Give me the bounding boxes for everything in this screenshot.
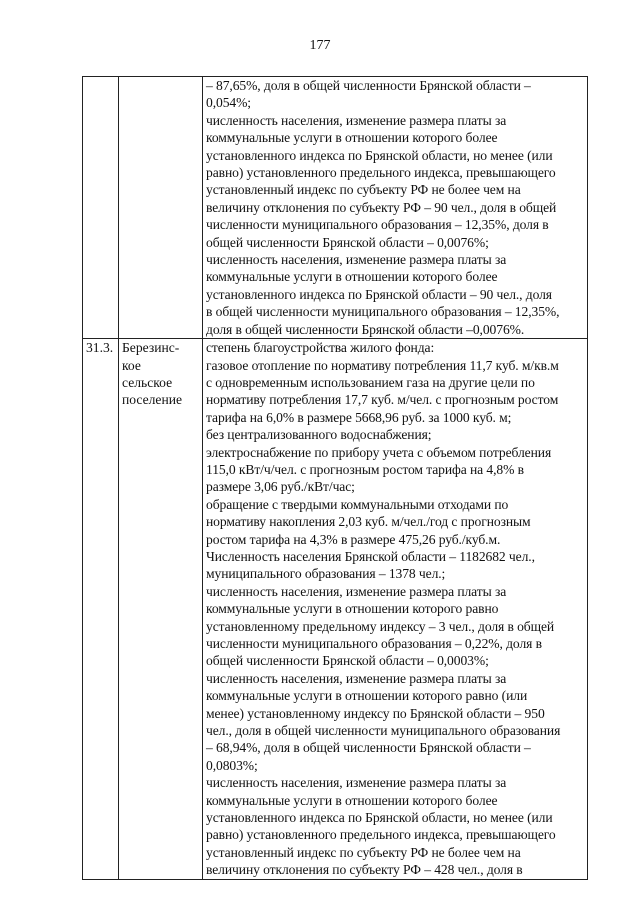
text-line: в общей численности муниципального образования – 12,35%, bbox=[206, 304, 560, 320]
text-line: величину отклонения по субъекту РФ – 90 чел., доля в общей bbox=[206, 199, 557, 215]
municipality-name-cell bbox=[119, 339, 203, 880]
text-line: численность населения, изменение размера платы за bbox=[206, 670, 507, 686]
municipality-name-cell bbox=[119, 77, 203, 339]
text-line: установленный индекс по субъекту РФ не более чем на bbox=[206, 844, 521, 860]
text-line: равно) установленного предельного индекса, превышающего bbox=[206, 827, 556, 843]
text-line: обращение с твердыми коммунальными отходами по bbox=[206, 496, 509, 512]
text-line: нормативу накопления 2,03 куб. м/чел./год с прогнозным bbox=[206, 514, 531, 530]
text-line: газовое отопление по нормативу потребления 11,7 куб. м/кв.м bbox=[206, 357, 559, 373]
text-line: 0,054%; bbox=[206, 95, 251, 111]
text-line: равно) установленного предельного индекса, превышающего bbox=[206, 165, 556, 181]
text-line: менее) установленному индексу по Брянской области – 950 bbox=[206, 705, 545, 721]
text-line: – 68,94%, доля в общей численности Брянской области – bbox=[206, 740, 531, 756]
text-line: установленному предельному индексу – 3 чел., доля в общей bbox=[206, 618, 555, 634]
row-number-cell bbox=[83, 77, 119, 339]
text-line: численность населения, изменение размера платы за bbox=[206, 775, 507, 791]
text-line: численность населения, изменение размера платы за bbox=[206, 252, 507, 268]
description-cell bbox=[203, 339, 588, 880]
text-line: Численность населения Брянской области – 1182682 чел., bbox=[206, 548, 535, 564]
text-line: установленный индекс по субъекту РФ не более чем на bbox=[206, 182, 521, 198]
text-line: коммунальные услуги в отношении которого более bbox=[206, 269, 498, 285]
text-line: без централизованного водоснабжения; bbox=[206, 427, 432, 443]
text-line: степень благоустройства жилого фонда: bbox=[206, 340, 435, 356]
text-line: установленного индекса по Брянской области, но менее (или bbox=[206, 810, 553, 826]
text-line: электроснабжение по прибору учета с объемом потребления bbox=[206, 444, 552, 460]
text-line: нормативу потребления 17,7 куб. м/чел. с прогнозным ростом bbox=[206, 392, 559, 408]
text-line: – 87,65%, доля в общей численности Брянской области – bbox=[206, 78, 531, 93]
tariff-table bbox=[82, 76, 588, 880]
text-line: численность населения, изменение размера платы за bbox=[206, 583, 507, 599]
text-line: численности муниципального образования – 0,22%, доля в bbox=[206, 636, 542, 651]
text-line: численности муниципального образования – 12,35%, доля в bbox=[206, 217, 549, 233]
text-line: коммунальные услуги в отношении которого равно bbox=[206, 601, 499, 617]
text-line: 115,0 кВт/ч/чел. с прогнозным ростом тарифа на 4,8% в bbox=[206, 461, 524, 477]
text-line: коммунальные услуги в отношении которого более bbox=[206, 792, 498, 808]
text-line: с одновременным использованием газа на другие цели по bbox=[206, 374, 535, 390]
text-line: численность населения, изменение размера платы за bbox=[206, 112, 507, 128]
row-number-cell: 31.3. bbox=[83, 339, 119, 880]
text-line: установленного индекса по Брянской области – 90 чел., доля bbox=[206, 286, 552, 302]
text-line: ростом тарифа на 4,3% в размере 475,26 руб./куб.м. bbox=[206, 531, 501, 547]
text-line: муниципального образования – 1378 чел.; bbox=[206, 566, 446, 582]
name-line: поселение bbox=[122, 392, 183, 408]
text-line: тарифа на 6,0% в размере 5668,96 руб. за 1000 куб. м; bbox=[206, 409, 512, 425]
text-line: 0,0803%; bbox=[206, 757, 258, 773]
description-cell bbox=[203, 77, 588, 339]
text-line: коммунальные услуги в отношении которого равно (или bbox=[206, 688, 528, 704]
text-line: общей численности Брянской области – 0,0003%; bbox=[206, 653, 489, 669]
name-line: кое bbox=[122, 357, 141, 373]
text-line: величину отклонения по субъекту РФ – 428 чел., доля в bbox=[206, 862, 523, 878]
text-line: коммунальные услуги в отношении которого более bbox=[206, 130, 498, 146]
name-line: сельское bbox=[122, 374, 173, 390]
name-line: Березинс- bbox=[122, 340, 180, 356]
text-line: установленного индекса по Брянской области, но менее (или bbox=[206, 147, 553, 163]
text-line: размере 3,06 руб./кВт/час; bbox=[206, 479, 355, 495]
page-number: 177 bbox=[309, 38, 331, 53]
text-line: чел., доля в общей численности муниципального образования bbox=[206, 723, 561, 739]
table-row-31-3 bbox=[83, 339, 588, 880]
text-line: доля в общей численности Брянской области –0,0076%. bbox=[206, 321, 525, 337]
table-row-continuation bbox=[83, 77, 588, 339]
text-line: общей численности Брянской области – 0,0076%; bbox=[206, 234, 489, 250]
